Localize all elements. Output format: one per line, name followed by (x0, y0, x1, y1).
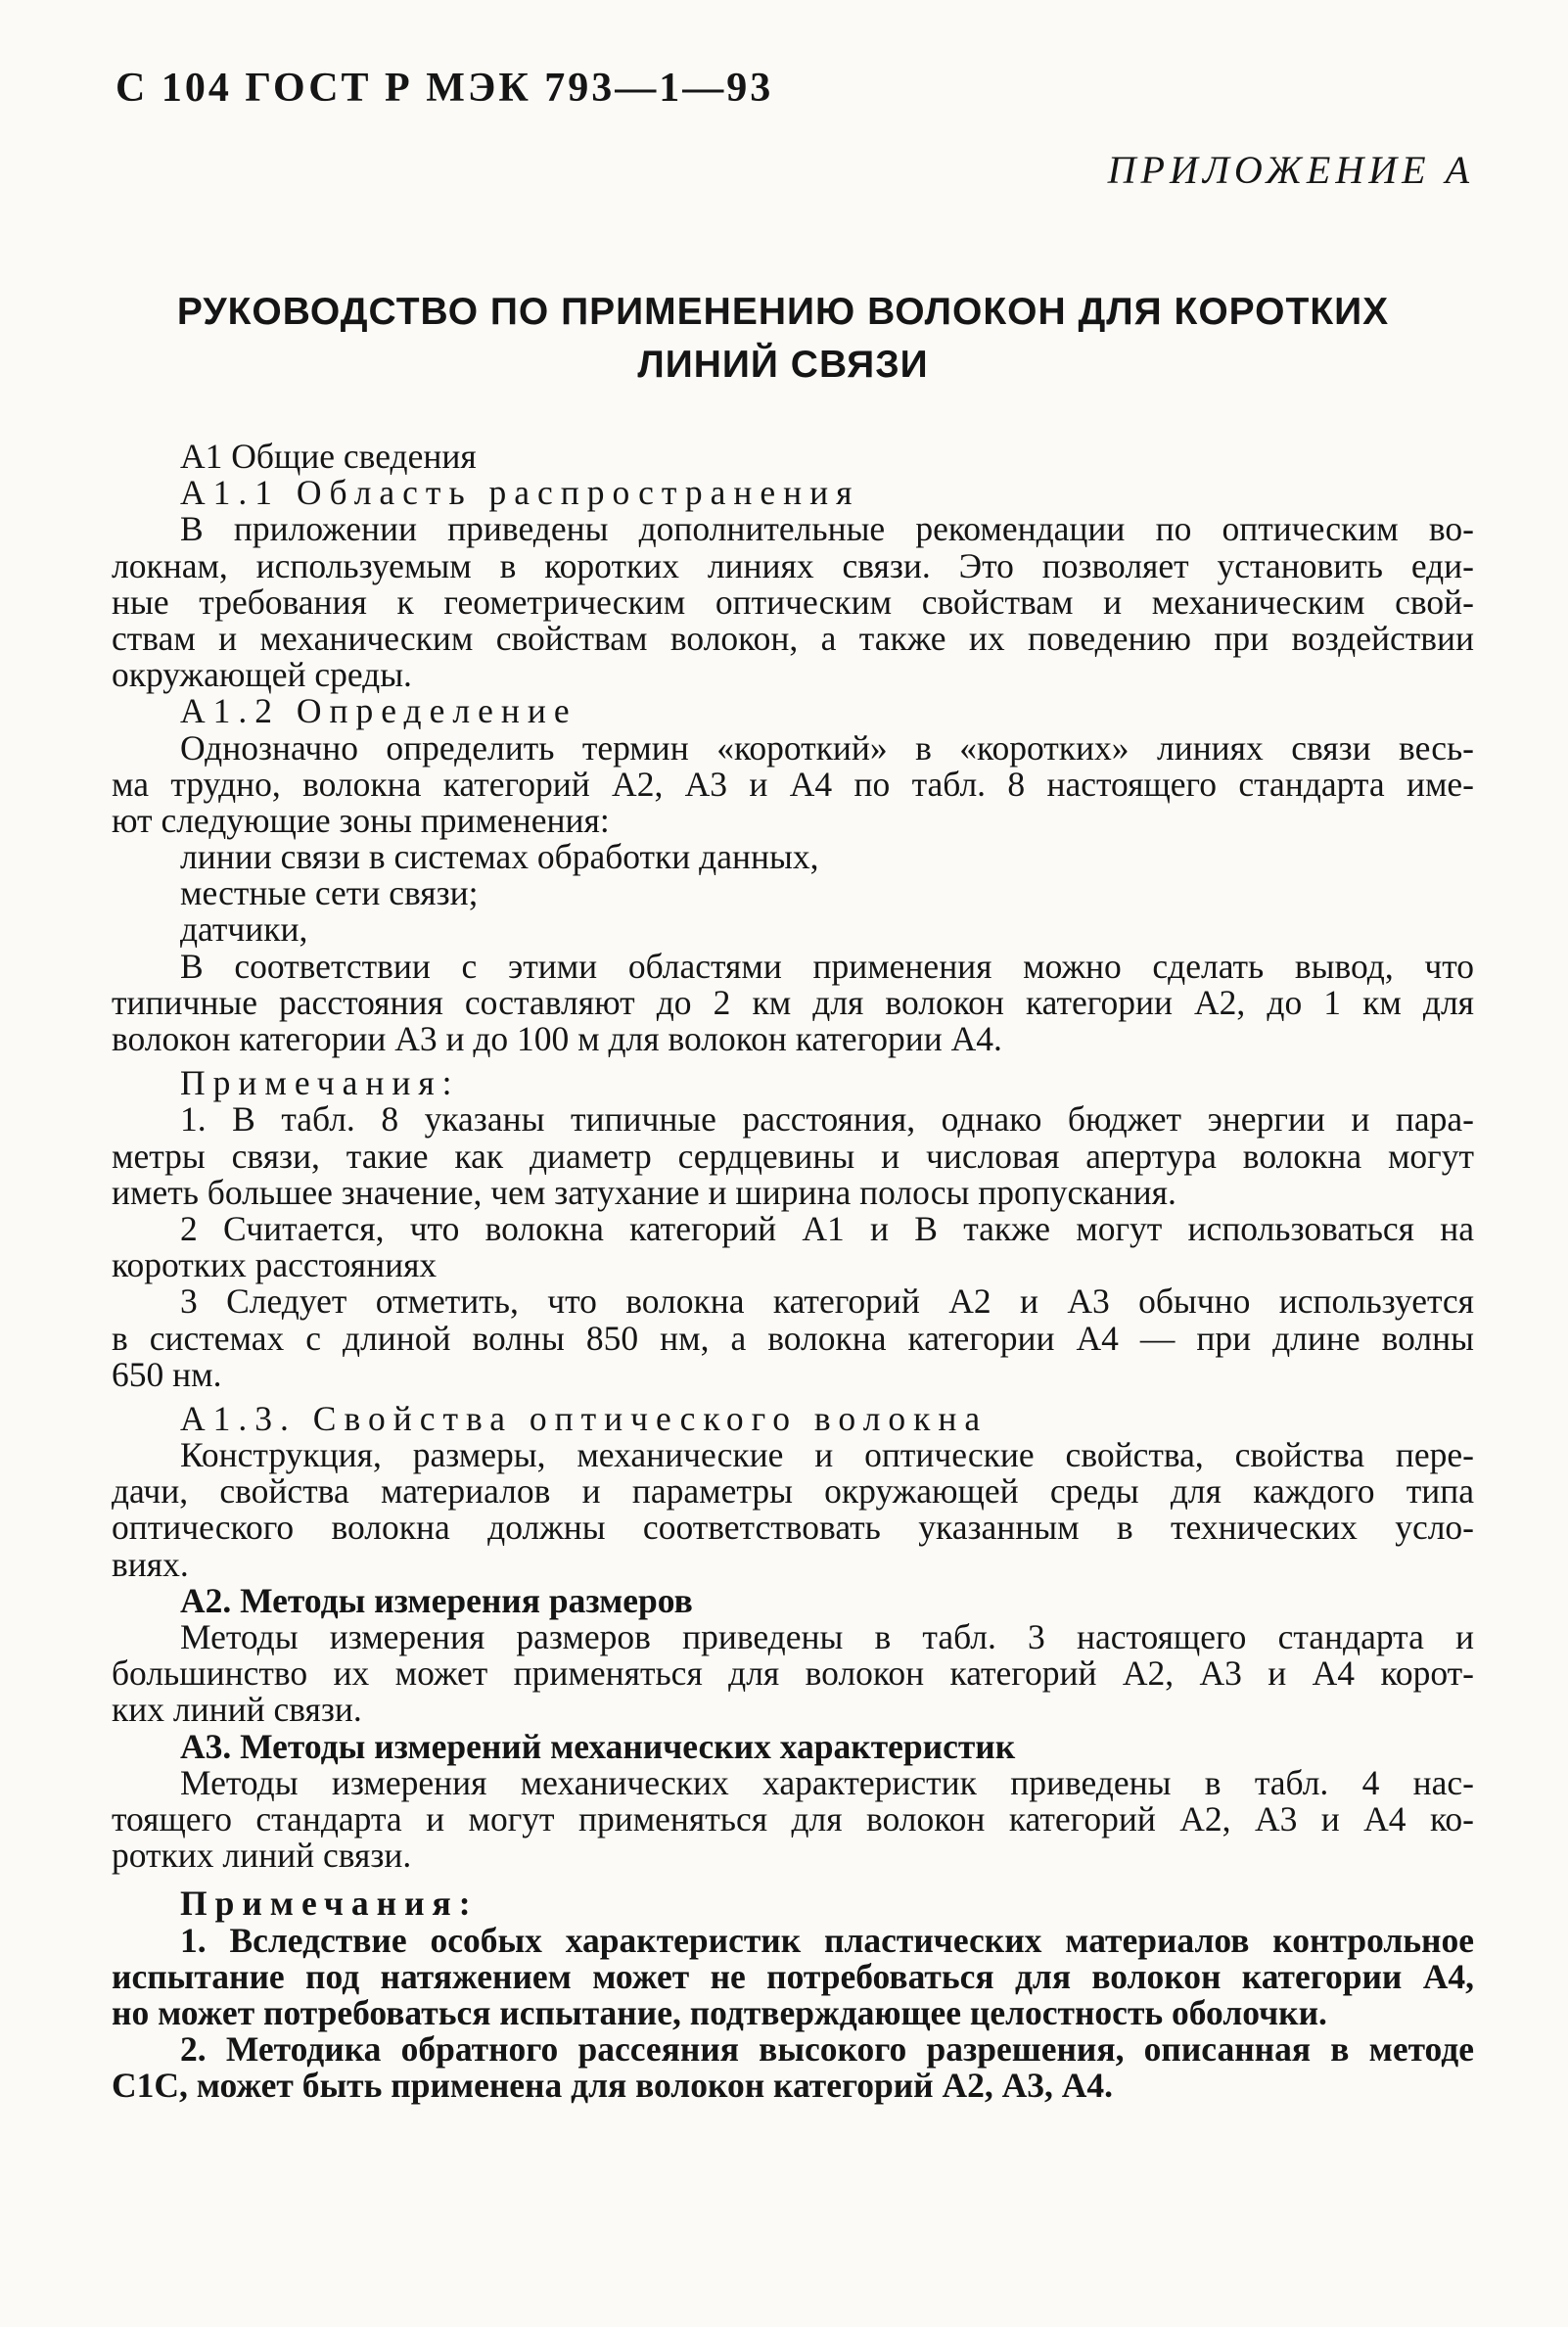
paragraph-line: Методы измерения размеров приведены в табл. 3 настоящего стандарта и (180, 1617, 1474, 1656)
note-line: в системах с длиной волны 850 нм, а волокна категории А4 — при длине волны (112, 1318, 1474, 1358)
section-heading: А2. Методы измерения размеров (180, 1580, 693, 1620)
note-line: 2 Считается, что волокна категорий А1 и В также могут использоваться на (180, 1208, 1474, 1248)
paragraph-line: В соответствии с этими областями применения можно сделать вывод, что (180, 946, 1474, 986)
note-line: 2. Методика обратного рассеяния высокого разрешения, описанная в методе (180, 2029, 1474, 2070)
list-item: датчики, (180, 909, 308, 950)
notes-heading: Примечания: (180, 1063, 460, 1103)
paragraph-line: локнам, используемым в коротких линиях связи. Это позволяет установить еди- (112, 545, 1474, 585)
paragraph-line: ствам и механическим свойствам волокон, а также их поведению при воздействии (112, 618, 1474, 658)
paragraph-line: типичные расстояния составляют до 2 км для волокон категории А2, до 1 км для (112, 982, 1474, 1022)
note-line: 1. Вследствие особых характеристик пластических материалов контрольное (180, 1920, 1474, 1960)
note-line: С1С, может быть применена для волокон категорий А2, А3, А4. (112, 2066, 1114, 2106)
paragraph-line: ют следующие зоны применения: (112, 800, 610, 840)
note-line: метры связи, такие как диаметр сердцевины и числовая апертура волокна могут (112, 1136, 1474, 1176)
body-text (112, 439, 1474, 2104)
note-line: иметь большее значение, чем затухание и ширина полосы пропускания. (112, 1172, 1176, 1212)
paragraph-line: оптического волокна должны соответствовать указанным в технических усло- (112, 1508, 1474, 1548)
paragraph-line: Методы измерения механических характеристик приведены в табл. 4 нас- (180, 1762, 1474, 1802)
paragraph-line: большинство их может применяться для волокон категорий А2, А3 и А4 корот- (112, 1653, 1474, 1694)
title-line-2: ЛИНИЙ СВЯЗИ (637, 344, 929, 386)
note-line: 3 Следует отметить, что волокна категорий А2 и А3 обычно используется (180, 1281, 1474, 1322)
paragraph-line: дачи, свойства материалов и параметры окружающей среды для каждого типа (112, 1471, 1474, 1512)
appendix-label: ПРИЛОЖЕНИЕ А (1107, 148, 1474, 192)
section-heading: А1 Общие сведения (180, 437, 477, 476)
paragraph-line: ные требования к геометрическим оптическим свойствам и механическим свой- (112, 582, 1474, 622)
document-title (137, 286, 1429, 392)
list-item: местные сети связи; (180, 873, 479, 913)
paragraph-line: волокон категории А3 и до 100 м для волокон категории А4. (112, 1019, 1002, 1058)
subsection-heading: А1.1 Область распространения (180, 473, 860, 513)
list-item: линии связи в системах обработки данных, (180, 837, 819, 877)
paragraph-line: ких линий связи. (112, 1690, 362, 1730)
running-head: С 104 ГОСТ Р МЭК 793—1—93 (115, 66, 774, 111)
note-line: 650 нм. (112, 1354, 222, 1394)
paragraph-line: виях. (112, 1544, 189, 1584)
title-line-1: РУКОВОДСТВО ПО ПРИМЕНЕНИЮ ВОЛОКОН ДЛЯ КОРОТКИХ (176, 291, 1390, 333)
paragraph-line: Однозначно определить термин «короткий» в «коротких» линиях связи весь- (180, 727, 1474, 768)
paragraph-line: В приложении приведены дополнительные рекомендации по оптическим во- (180, 509, 1474, 549)
section-heading: А3. Методы измерений механических характеристик (180, 1726, 1016, 1766)
paragraph-line: окружающей среды. (112, 655, 412, 695)
note-line: 1. В табл. 8 указаны типичные расстояния, однако бюджет энергии и пара- (180, 1099, 1474, 1140)
notes-heading: Примечания: (180, 1884, 479, 1924)
paragraph-line: тоящего стандарта и могут применяться для волокон категорий А2, А3 и А4 ко- (112, 1798, 1474, 1838)
note-line: испытание под натяжением может не потребоваться для волокон категории А4, (112, 1956, 1474, 1996)
paragraph-line: ротких линий связи. (112, 1836, 412, 1876)
paragraph-line: Конструкция, размеры, механические и оптические свойства, свойства пере- (180, 1435, 1474, 1475)
note-line: но может потребоваться испытание, подтверждающее целостность оболочки. (112, 1992, 1327, 2032)
subsection-heading: А1.3. Свойства оптического волокна (180, 1398, 989, 1438)
subsection-heading: А1.2 Определение (180, 691, 577, 731)
paragraph-line: ма трудно, волокна категорий А2, А3 и А4 по табл. 8 настоящего стандарта име- (112, 764, 1474, 804)
note-line: коротких расстояниях (112, 1245, 438, 1285)
